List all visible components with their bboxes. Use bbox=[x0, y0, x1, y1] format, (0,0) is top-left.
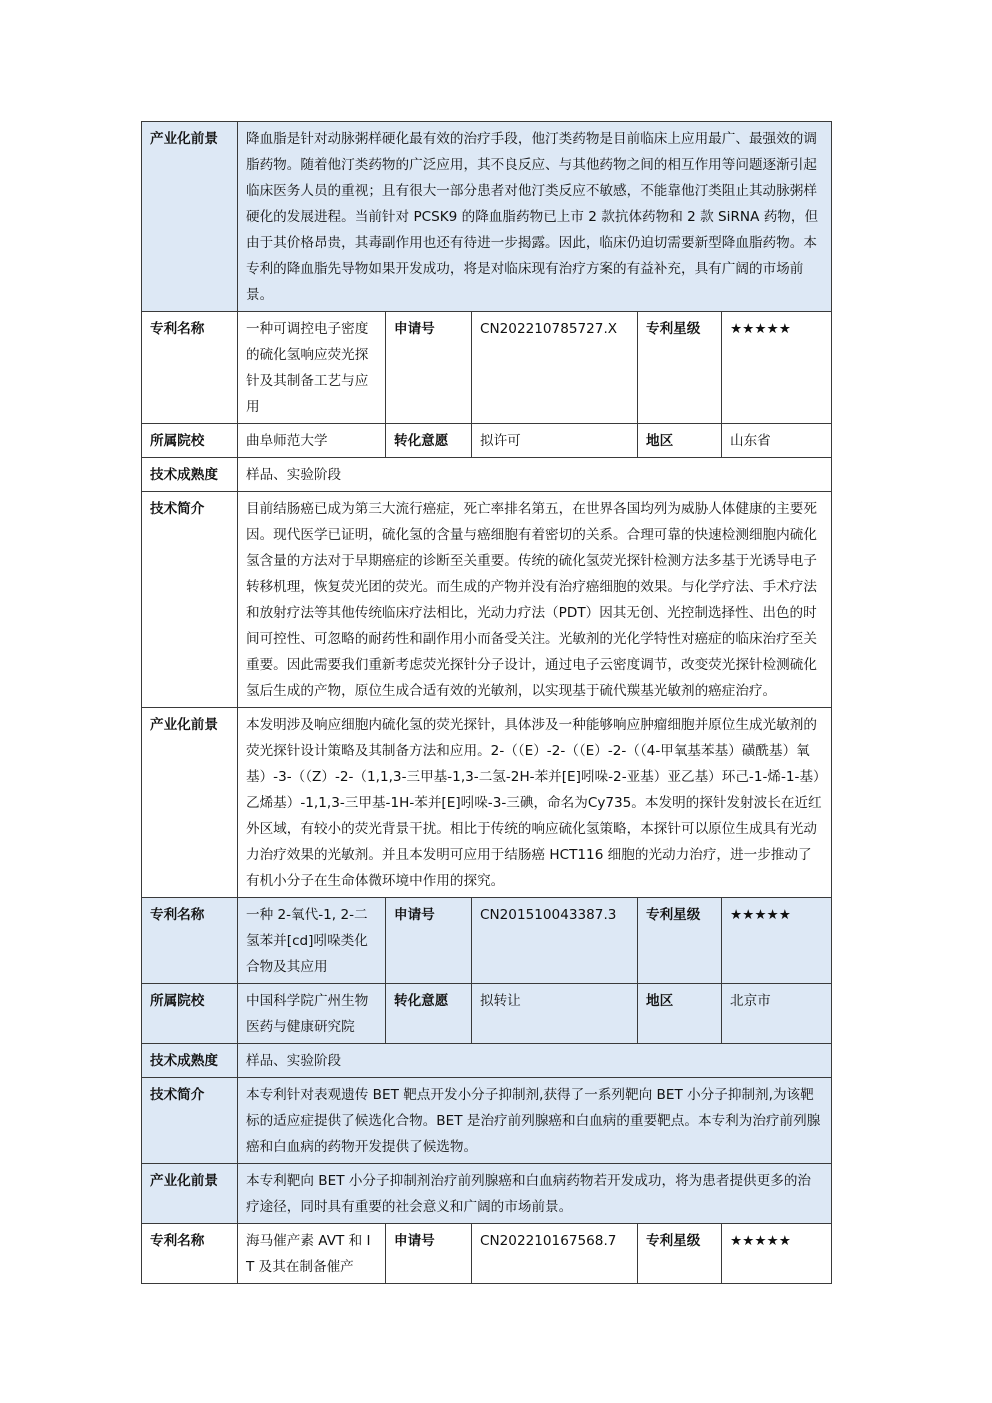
table-row bbox=[142, 1164, 832, 1224]
maturity: 样品、实验阶段 bbox=[238, 1044, 832, 1078]
application-no-label: 申请号 bbox=[386, 312, 472, 424]
transfer-intent-label: 转化意愿 bbox=[386, 424, 472, 458]
star-rating: ★★★★★ bbox=[722, 312, 832, 424]
maturity-label: 技术成熟度 bbox=[142, 1044, 238, 1078]
institution-label: 所属院校 bbox=[142, 984, 238, 1044]
prospect-text: 本专利靶向 BET 小分子抑制剂治疗前列腺癌和白血病药物若开发成功，将为患者提供更多的治疗途径，同时具有重要的社会意义和广阔的市场前景。 bbox=[238, 1164, 832, 1224]
patent-name: 一种可调控电子密度的硫化氢响应荧光探针及其制备工艺与应用 bbox=[238, 312, 386, 424]
intro-text: 目前结肠癌已成为第三大流行癌症，死亡率排名第五，在世界各国均列为威胁人体健康的主要死因。现代医学已证明，硫化氢的含量与癌细胞有着密切的关系。合理可靠的快速检测细胞内硫化氢含量的方法对于早期癌症的诊断至关重要。传统的硫化氢荧光探针检测方法多基于光诱导电子转移机理，恢复荧光团的荧光。而生成的产物并没有治疗癌细胞的效果。与化学疗法、手术疗法和放射疗法等其他传统临床疗法相比，光动力疗法（PDT）因其无创、光控制选择性、出色的时间可控性、可忽略的耐药性和副作用小而备受关注。光敏剂的光化学特性对癌症的临床治疗至关重要。因此需要我们重新考虑荧光探针分子设计，通过电子云密度调节，改变荧光探针检测硫化氢后生成的产物，原位生成合适有效的光敏剂，以实现基于硫代羰基光敏剂的癌症治疗。 bbox=[238, 492, 832, 708]
region: 北京市 bbox=[722, 984, 832, 1044]
region-label: 地区 bbox=[638, 424, 722, 458]
table-row bbox=[142, 312, 832, 424]
patent-name-label: 专利名称 bbox=[142, 312, 238, 424]
maturity-label: 技术成熟度 bbox=[142, 458, 238, 492]
prospect-text: 降血脂是针对动脉粥样硬化最有效的治疗手段，他汀类药物是目前临床上应用最广、最强效的调脂药物。随着他汀类药物的广泛应用，其不良反应、与其他药物之间的相互作用等问题逐渐引起临床医务人员的重视；且有很大一部分患者对他汀类反应不敏感，不能靠他汀类阻止其动脉粥样硬化的发展进程。当前针对 PCSK9 的降血脂药物已上市 2 款抗体药物和 2 款 SiRNA 药物，但由于其价格昂贵，其毒副作用也还有待进一步揭露。因此，临床仍迫切需要新型降血脂药物。本专利的降血脂先导物如果开发成功，将是对临床现有治疗方案的有益补充，具有广阔的市场前景。 bbox=[238, 122, 832, 312]
table-row bbox=[142, 708, 832, 898]
transfer-intent-label: 转化意愿 bbox=[386, 984, 472, 1044]
application-no: CN202210785727.X bbox=[472, 312, 638, 424]
star-level-label: 专利星级 bbox=[638, 312, 722, 424]
region: 山东省 bbox=[722, 424, 832, 458]
table-row bbox=[142, 1044, 832, 1078]
table-row bbox=[142, 492, 832, 708]
star-level-label: 专利星级 bbox=[638, 1224, 722, 1284]
prospect-text: 本发明涉及响应细胞内硫化氢的荧光探针，具体涉及一种能够响应肿瘤细胞并原位生成光敏剂的荧光探针设计策略及其制备方法和应用。2-（（E）-2-（（E）-2-（（4-甲氧基苯基）磺酰基）氧基）-3-（（Z）-2-（1,1,3-三甲基-1,3-二氢-2H-苯并[E]吲哚-2-亚基）亚乙基）环己-1-烯-1-基）乙烯基）-1,1,3-三甲基-1H-苯并[E]吲哚-3-三碘，命名为Cy735。本发明的探针发射波长在近红外区域，有较小的荧光背景干扰。相比于传统的响应硫化氢策略，本探针可以原位生成具有光动力治疗效果的光敏剂。并且本发明可应用于结肠癌 HCT116 细胞的光动力治疗，进一步推动了有机小分子在生命体微环境中作用的探究。 bbox=[238, 708, 832, 898]
prospect-label: 产业化前景 bbox=[142, 122, 238, 312]
application-no-label: 申请号 bbox=[386, 898, 472, 984]
intro-label: 技术简介 bbox=[142, 492, 238, 708]
application-no-label: 申请号 bbox=[386, 1224, 472, 1284]
region-label: 地区 bbox=[638, 984, 722, 1044]
transfer-intent: 拟转让 bbox=[472, 984, 638, 1044]
patent-table bbox=[141, 121, 832, 1284]
table-row bbox=[142, 1224, 832, 1284]
star-level-label: 专利星级 bbox=[638, 898, 722, 984]
maturity: 样品、实验阶段 bbox=[238, 458, 832, 492]
application-no: CN201510043387.3 bbox=[472, 898, 638, 984]
star-rating: ★★★★★ bbox=[722, 898, 832, 984]
patent-name: 海马催产素 AVT 和 IT 及其在制备催产 bbox=[238, 1224, 386, 1284]
institution: 曲阜师范大学 bbox=[238, 424, 386, 458]
prospect-label: 产业化前景 bbox=[142, 708, 238, 898]
table-row bbox=[142, 1078, 832, 1164]
table-row bbox=[142, 984, 832, 1044]
intro-label: 技术简介 bbox=[142, 1078, 238, 1164]
table-row bbox=[142, 458, 832, 492]
star-rating: ★★★★★ bbox=[722, 1224, 832, 1284]
intro-text: 本专利针对表观遗传 BET 靶点开发小分子抑制剂,获得了一系列靶向 BET 小分子抑制剂,为该靶标的适应症提供了候选化合物。BET 是治疗前列腺癌和白血病的重要靶点。本专利为治疗前列腺癌和白血病的药物开发提供了候选物。 bbox=[238, 1078, 832, 1164]
application-no: CN202210167568.7 bbox=[472, 1224, 638, 1284]
institution: 中国科学院广州生物医药与健康研究院 bbox=[238, 984, 386, 1044]
institution-label: 所属院校 bbox=[142, 424, 238, 458]
table-row bbox=[142, 122, 832, 312]
patent-name: 一种 2-氧代-1, 2-二氢苯并[cd]吲哚类化合物及其应用 bbox=[238, 898, 386, 984]
table-row bbox=[142, 424, 832, 458]
patent-name-label: 专利名称 bbox=[142, 1224, 238, 1284]
transfer-intent: 拟许可 bbox=[472, 424, 638, 458]
patent-listing-page bbox=[141, 121, 831, 1284]
prospect-label: 产业化前景 bbox=[142, 1164, 238, 1224]
patent-name-label: 专利名称 bbox=[142, 898, 238, 984]
table-row bbox=[142, 898, 832, 984]
